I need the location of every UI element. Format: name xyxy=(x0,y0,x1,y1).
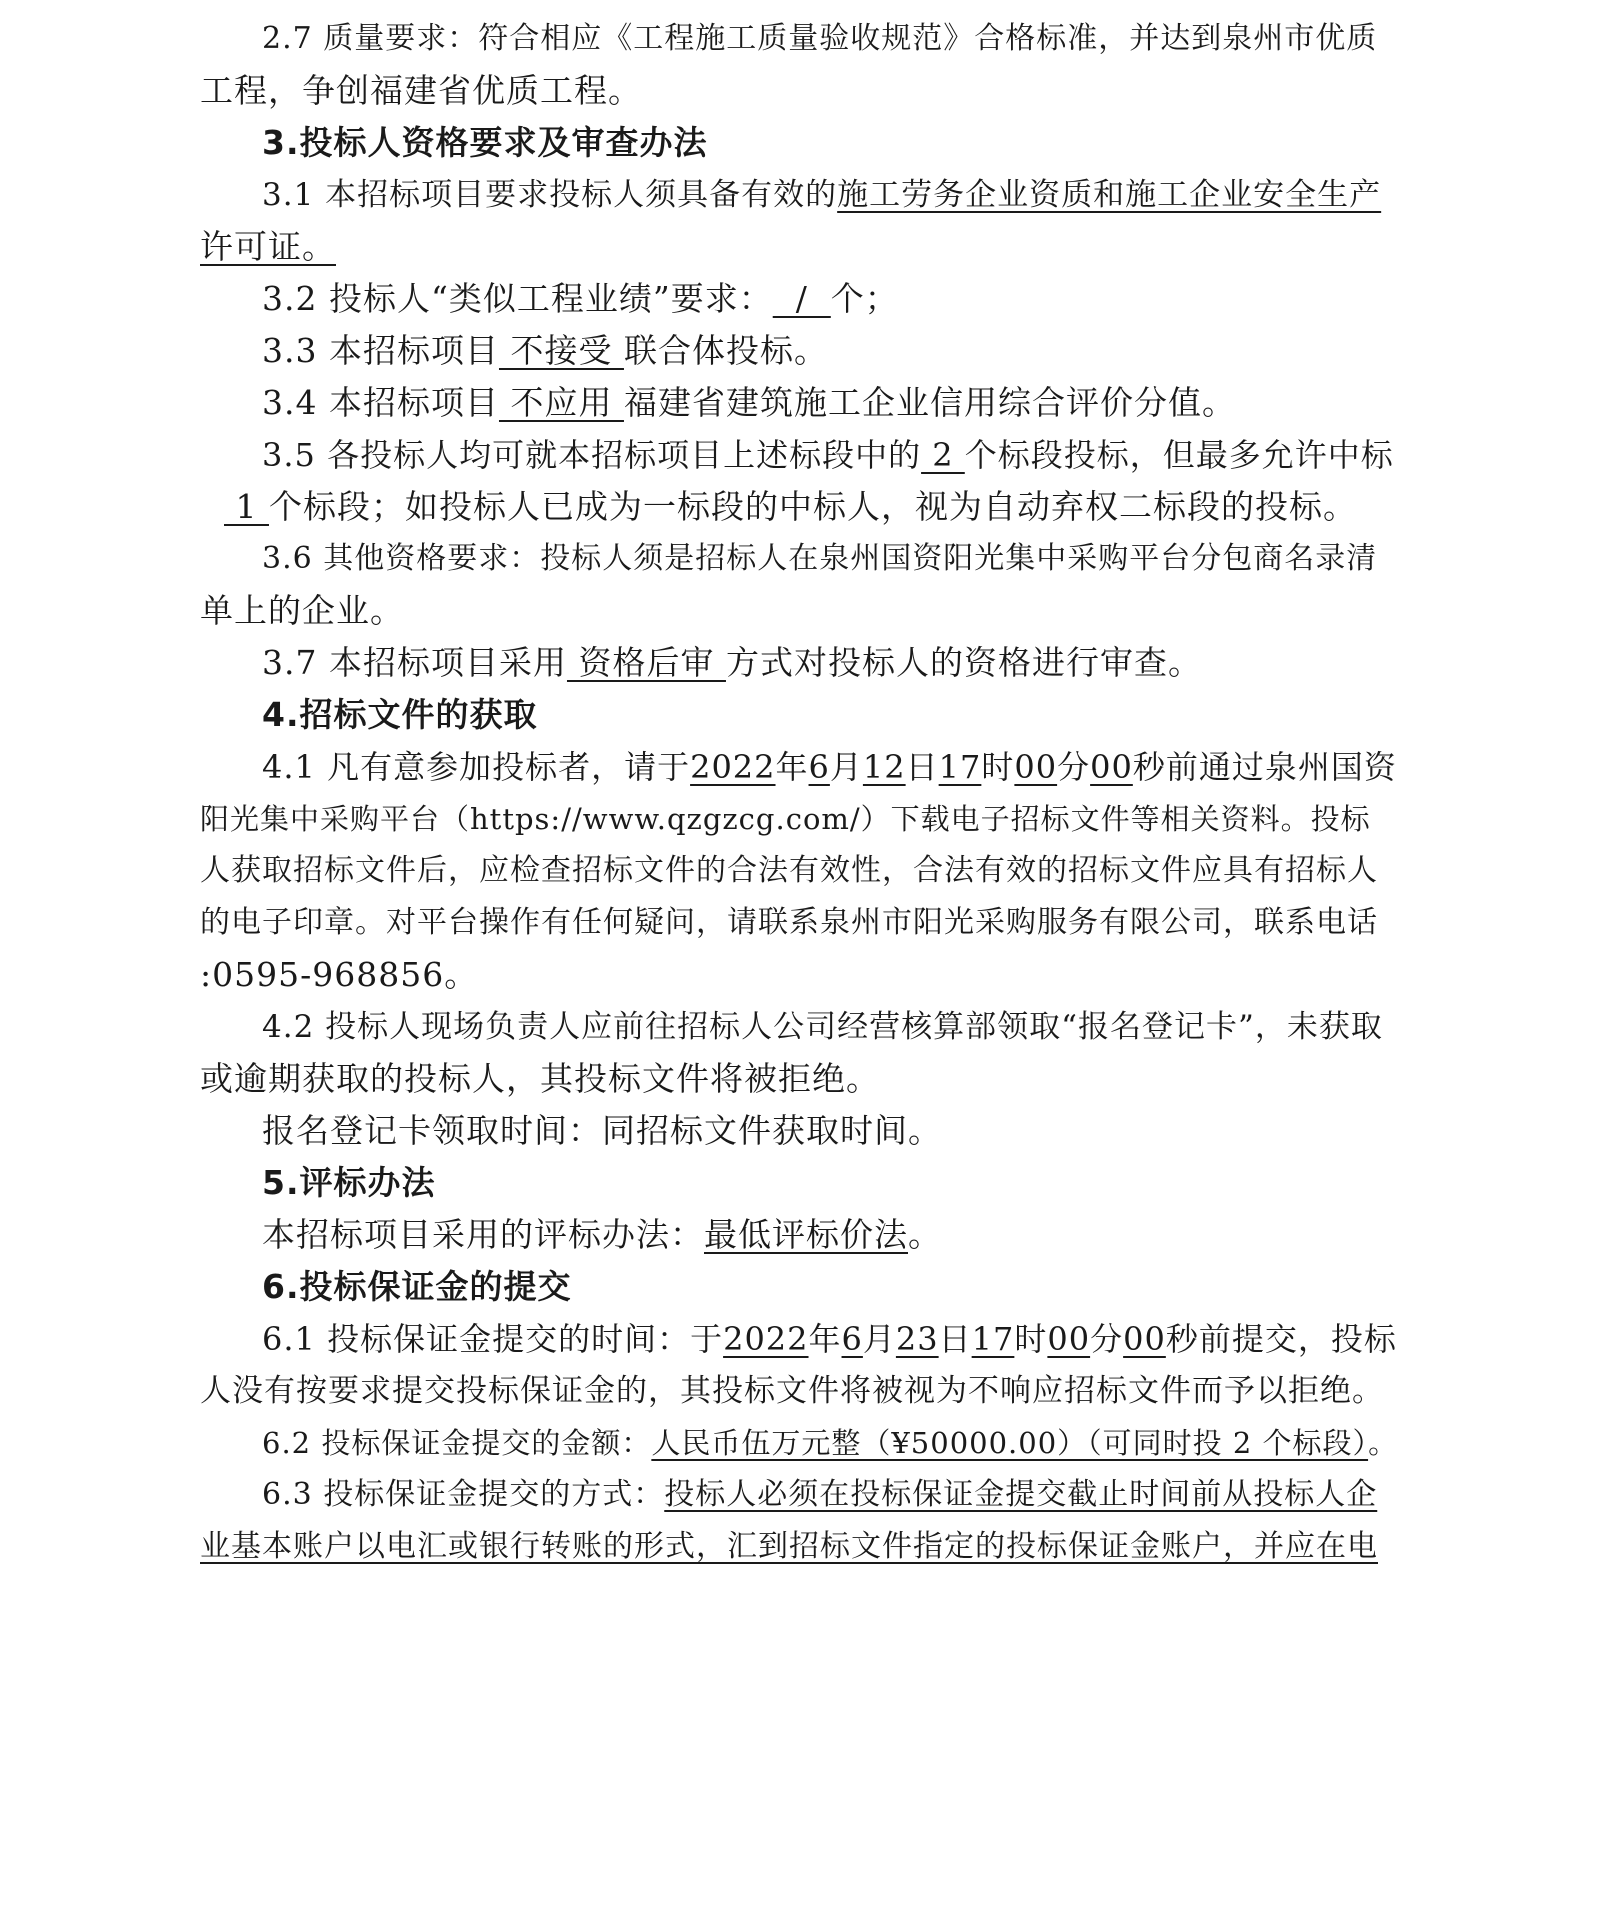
text: 秒前提交，投标 xyxy=(1165,1320,1397,1358)
para-3-6-line-2 xyxy=(200,590,1401,632)
para-4-2-line-1 xyxy=(262,1006,1401,1048)
para-6-2 xyxy=(262,1422,1401,1464)
text: 个标段；如投标人已成为一标段的中标人，视为自动弃权二标段的投标。 xyxy=(268,487,1357,526)
para-2-7-line-1 xyxy=(262,18,1401,60)
text: 本招标项目采用的评标办法： xyxy=(262,1215,704,1254)
time-hour: 17 xyxy=(971,1320,1015,1358)
underlined-field: / xyxy=(772,279,831,318)
para-6-1-line-2 xyxy=(200,1370,1401,1412)
para-3-1-line-2 xyxy=(200,226,1401,268)
underlined-field: 施工劳务企业资质和施工企业安全生产 xyxy=(837,177,1382,213)
underlined-field: 2 xyxy=(921,436,965,474)
para-2-7-line-2 xyxy=(200,70,1401,112)
date-year: 2022 xyxy=(690,748,776,786)
para-5 xyxy=(262,1214,1401,1256)
text: :0595-968856。 xyxy=(200,955,479,994)
text: 3.6 其他资格要求：投标人须是招标人在泉州国资阳光集中采购平台分包商名录清 xyxy=(262,541,1378,576)
para-6-1-line-1 xyxy=(262,1318,1401,1360)
underlined-field: 业基本账户以电汇或银行转账的形式，汇到招标文件指定的投标保证金账户，并应在电 xyxy=(200,1529,1378,1564)
section-heading-6: 6.投标保证金的提交 xyxy=(262,1267,572,1306)
para-4-1-line-3 xyxy=(200,850,1401,892)
text: 。 xyxy=(1368,1426,1399,1460)
text: 分 xyxy=(1057,748,1091,786)
date-month: 6 xyxy=(808,748,830,786)
text: 秒前通过泉州国资 xyxy=(1132,748,1397,786)
text: 3.5 各投标人均可就本招标项目上述标段中的 xyxy=(262,436,922,474)
time-hour: 17 xyxy=(938,748,982,786)
text: 3.1 本招标项目要求投标人须具备有效的 xyxy=(262,177,838,213)
text: 个标段投标，但最多允许中标 xyxy=(964,436,1394,474)
text: 年 xyxy=(808,1320,842,1358)
text: 月 xyxy=(862,1320,896,1358)
para-4-1-line-5 xyxy=(200,954,1401,996)
underlined-field: 不应用 xyxy=(498,383,624,422)
text: 6.2 投标保证金提交的金额： xyxy=(262,1426,652,1460)
para-3-1-line-1 xyxy=(262,174,1401,216)
text: 人没有按要求提交投标保证金的，其投标文件将被视为不响应招标文件而予以拒绝。 xyxy=(200,1373,1384,1409)
text: 3.4 本招标项目 xyxy=(262,383,499,422)
text: 时 xyxy=(981,748,1015,786)
underlined-field: 1 xyxy=(224,487,269,526)
underlined-field: 最低评标价法 xyxy=(704,1215,908,1254)
para-3-3 xyxy=(262,330,1401,372)
section-heading-3: 3.投标人资格要求及审查办法 xyxy=(262,123,708,162)
text: 人获取招标文件后，应检查招标文件的合法有效性，合法有效的招标文件应具有招标人 xyxy=(200,853,1378,888)
date-year: 2022 xyxy=(723,1320,809,1358)
text: 的电子印章。对平台操作有任何疑问，请联系泉州市阳光采购服务有限公司，联系电话 xyxy=(200,905,1378,940)
text: 日 xyxy=(905,748,939,786)
underlined-field: 许可证。 xyxy=(200,227,336,266)
time-second: 00 xyxy=(1123,1320,1166,1358)
time-minute: 00 xyxy=(1047,1320,1091,1358)
para-3-4 xyxy=(262,382,1401,424)
text: 单上的企业。 xyxy=(200,591,404,630)
para-4-1-line-2 xyxy=(200,798,1401,840)
para-3-6-line-1 xyxy=(262,538,1401,580)
underlined-field: 投标人必须在投标保证金提交截止时间前从投标人企 xyxy=(664,1477,1378,1512)
text: 时 xyxy=(1014,1320,1048,1358)
text: 年 xyxy=(775,748,809,786)
section-heading-4: 4.招标文件的获取 xyxy=(262,695,538,734)
para-6-3-line-1 xyxy=(262,1474,1401,1516)
text: 月 xyxy=(829,748,863,786)
para-4-2-line-3 xyxy=(262,1110,1401,1152)
text: 6.3 投标保证金提交的方式： xyxy=(262,1477,665,1512)
text: 3.3 本招标项目 xyxy=(262,331,499,370)
para-3-7 xyxy=(262,642,1401,684)
underlined-field: 人民币伍万元整（¥50000.00）（可同时投 2 个标段） xyxy=(651,1426,1369,1460)
para-4-1-line-1 xyxy=(262,746,1401,788)
text: 联合体投标。 xyxy=(623,331,828,370)
text: 工程，争创福建省优质工程。 xyxy=(200,71,642,110)
para-4-2-line-2 xyxy=(200,1058,1401,1100)
text: 4.1 凡有意参加投标者，请于 xyxy=(262,748,691,786)
text: 2.7 质量要求：符合相应《工程施工质量验收规范》合格标准，并达到泉州市优质 xyxy=(262,21,1378,56)
text: 报名登记卡领取时间：同招标文件获取时间。 xyxy=(262,1111,942,1150)
para-3-2 xyxy=(262,278,1401,320)
text: 4.2 投标人现场负责人应前往招标人公司经营核算部领取“报名登记卡”，未获取 xyxy=(262,1009,1383,1045)
date-day: 12 xyxy=(862,748,906,786)
text: 阳光集中采购平台（https://www.qzgzcg.com/）下载电子招标文件等相关资料。投标 xyxy=(200,802,1371,836)
para-6-3-line-2 xyxy=(200,1526,1401,1568)
para-3-5-line-2 xyxy=(224,486,1401,528)
para-4-1-line-4 xyxy=(200,902,1401,944)
date-month: 6 xyxy=(841,1320,863,1358)
para-3-5-line-1 xyxy=(262,434,1401,476)
underlined-field: 不接受 xyxy=(498,331,624,370)
text: 分 xyxy=(1090,1320,1124,1358)
underlined-field: 资格后审 xyxy=(566,643,726,682)
text: 个； xyxy=(830,279,899,318)
time-second: 00 xyxy=(1090,748,1133,786)
text: 福建省建筑施工企业信用综合评价分值。 xyxy=(623,383,1236,422)
text: 3.7 本招标项目采用 xyxy=(262,643,567,682)
section-heading-5: 5.评标办法 xyxy=(262,1163,436,1202)
text: 。 xyxy=(908,1215,942,1254)
text: 或逾期获取的投标人，其投标文件将被拒绝。 xyxy=(200,1059,880,1098)
text: 3.2 投标人“类似工程业绩”要求： xyxy=(262,279,773,318)
text: 6.1 投标保证金提交的时间：于 xyxy=(262,1320,724,1358)
time-minute: 00 xyxy=(1014,748,1058,786)
text: 方式对投标人的资格进行审查。 xyxy=(725,643,1202,682)
text: 日 xyxy=(938,1320,972,1358)
date-day: 23 xyxy=(895,1320,939,1358)
